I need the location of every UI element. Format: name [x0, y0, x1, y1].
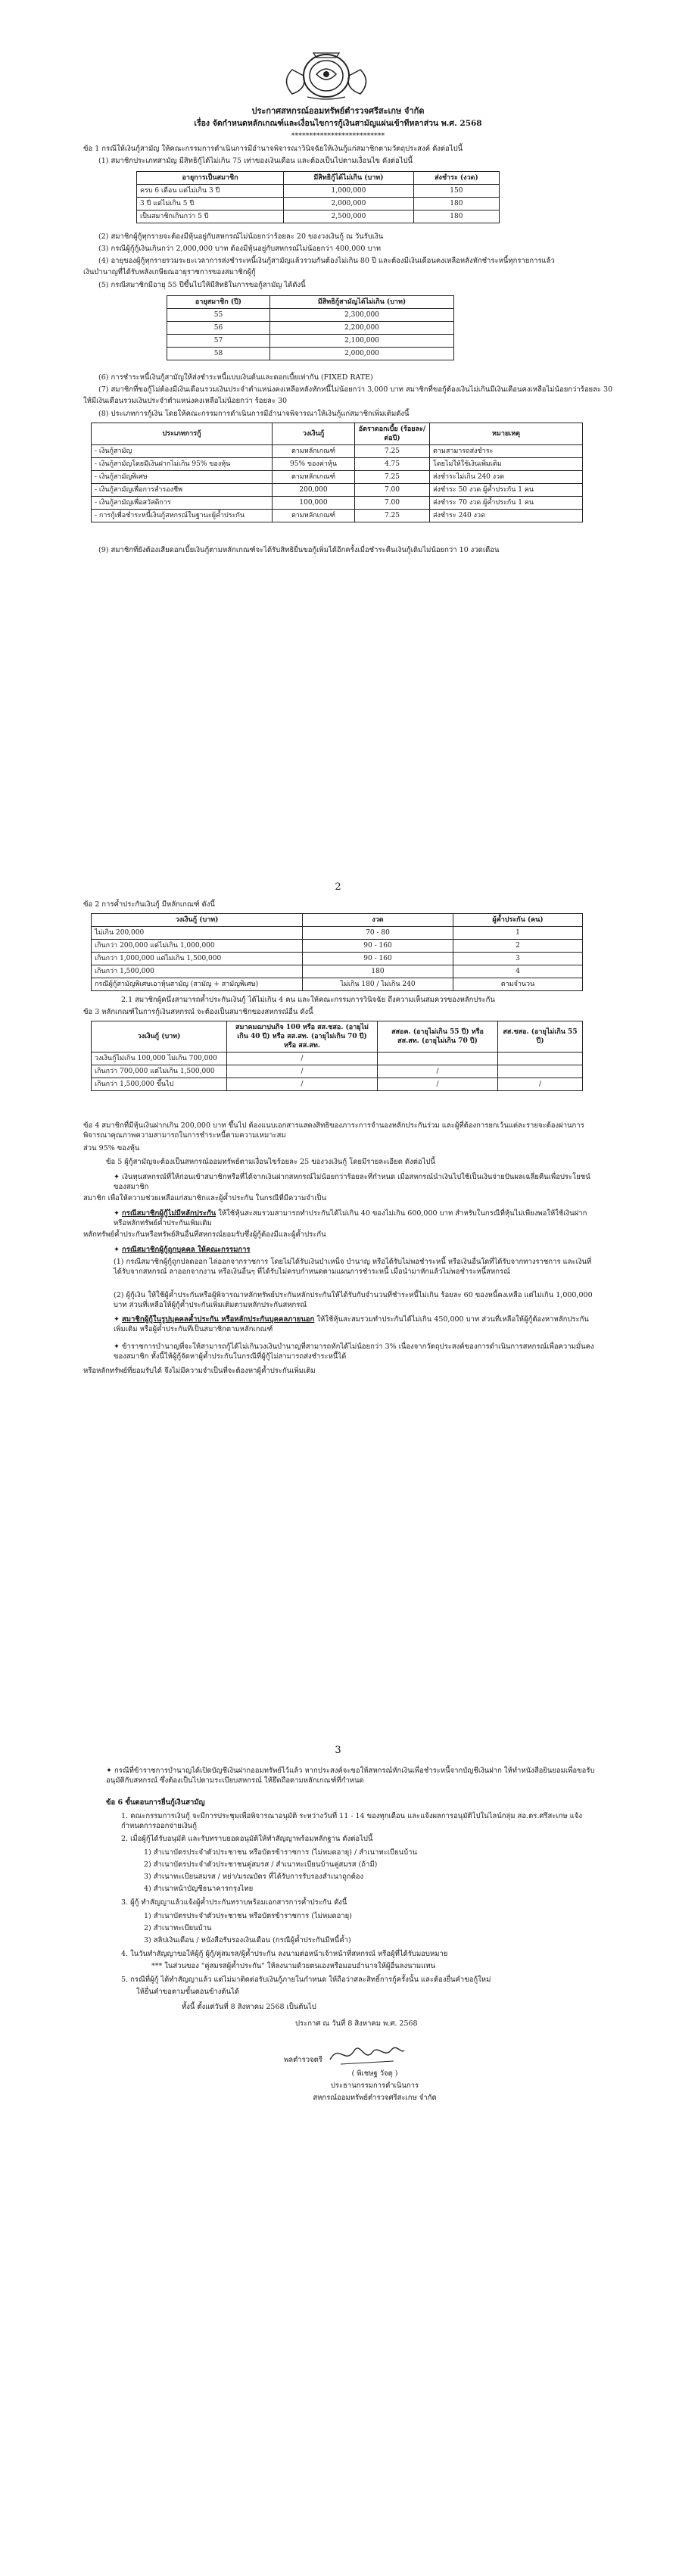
- table-cell: 2: [453, 940, 583, 953]
- table-cell: ส่งชำระ 70 งวด ผู้ค้ำประกัน 1 คน: [430, 497, 583, 510]
- table-cell: 55: [167, 309, 270, 322]
- bullet-2-text: ให้ใช้หุ้นสะสมรวมสามารถทำประกันได้ไม่เกิน 40 ของไม่เกิน 600,000 บาท สำหรับในกรณีที่หุ้นไม่เพียงพอให้ใช้เงินฝากหรือหลักทรัพย์ค้ำประกันเพิ่มเติม: [114, 1209, 587, 1227]
- clause-5-bullet-6: ✦ ข้าราชการบำนาญที่จะให้สามารถกู้ได้ไม่เกินวงเงินบำนาญที่สามารถหักได้ไม่น้อยกว่า 3% เนื่องจากวัตถุประสงค์ของการดำเนินการสหกรณ์เพื่อความมั่นคงของสมาชิก ทั้งนี้ให้ผู้กู้จัดหาผู้ค้ำประกันในกรณีที่ผู้กู้ไม่สามารถส่งชำระหนี้ได้: [114, 1343, 594, 1361]
- announcement-title: ประกาศสหกรณ์ออมทรัพย์ตำรวจศรีสะเกษ จำกัด: [251, 106, 425, 116]
- t3-header: ประเภทการกู้: [92, 423, 273, 445]
- table-cell: 180: [413, 198, 499, 211]
- step-2-item: 3) สำเนาทะเบียนสมรส / หย่า/มรณบัตร ที่ได้รับการรับรองสำเนาถูกต้อง: [144, 1873, 364, 1881]
- table-cell: เกินกว่า 1,000,000 แต่ไม่เกิน 1,500,000: [92, 953, 303, 965]
- table-cell: 1: [453, 927, 583, 940]
- table-cell: ส่งชำระ 240 งวด: [430, 510, 583, 522]
- table-row: [137, 185, 500, 198]
- table-cell: /: [227, 1053, 378, 1065]
- table-cell: ไม่เกิน 200,000: [92, 927, 303, 940]
- page-number: 3: [335, 1745, 341, 1756]
- clause-1-item-7: (7) สมาชิกที่ขอกู้ไม่ต้องมีเงินเดือนรวมเงินประจำตำแหน่งคงเหลือหลังหักหนี้ไม่น้อยกว่า 3,000 บาท สมาชิกที่ขอกู้ต้องเงินไม่เกินมีเงินเดือนคงเหลือไม่น้อยกว่าร้อยละ 30: [98, 385, 613, 394]
- bullet-5-text: ให้ใช้หุ้นสะสมรวมทำประกันได้ไม่เกิน 450,000 บาท ส่วนที่เหลือให้ผู้กู้ต้องหาหลักประกันเพิ่มเติม หรือผู้ค้ำประกันที่เป็นสมาชิกตามหลักเกณฑ์: [114, 1315, 589, 1333]
- cooperative-seal-logo: [277, 47, 375, 100]
- clause-1-item-8: (8) ประเภทการกู้เงิน โดยให้คณะกรรมการดำเนินการมีอำนาจพิจารณาให้เงินกู้แก่สมาชิกเพิ่มเติมดังนี้: [98, 410, 410, 418]
- table-row: [92, 510, 583, 522]
- table-cell: 150: [413, 185, 499, 198]
- table-cell: ส่งชำระไม่เกิน 240 งวด: [430, 471, 583, 484]
- clause-5-bullet-2-cont: หลักทรัพย์ค้ำประกันหรือทรัพย์สินอื่นที่สหกรณ์ยอมรับซึ่งผู้กู้ต้องมีและผู้ค้ำประกัน: [83, 1230, 326, 1239]
- table-cell: [498, 1065, 583, 1078]
- table-row: [92, 1065, 583, 1078]
- t4-header: ผู้ค้ำประกัน (คน): [453, 914, 583, 927]
- table-cell: ครบ 6 เดือน แต่ไม่เกิน 3 ปี: [137, 185, 284, 198]
- table-row: [167, 322, 454, 335]
- table-cell: เกินกว่า 200,000 แต่ไม่เกิน 1,000,000: [92, 940, 303, 953]
- step-3-item: 1) สำเนาบัตรประจำตัวประชาชน หรือบัตรข้าราชการ (ไม่หมดอายุ): [144, 1912, 352, 1920]
- bullet-5-title: สมาชิกผู้กู้ในรูปบุคคลค้ำประกัน หรือหลักประกันบุคคลภายนอก: [121, 1315, 315, 1324]
- handwritten-signature: [326, 2037, 409, 2070]
- bullet-2-title: กรณีสมาชิกผู้กู้ไม่มีหลักประกัน: [121, 1209, 217, 1218]
- clause-4: ข้อ 4 สมาชิกที่มีหุ้นเงินฝากเกิน 200,000 บาท ขึ้นไป ต้องแนบเอกสารแสดงสิทธิของภาระการจำนองหลักประกันร่วม และผู้ที่ต้องการยกเว้นแต่ละรายจะต้องผ่านการพิจารณาคุณภาพความสามารถในการชำระหนี้ตามความเหมาะสม: [83, 1121, 584, 1140]
- step-1: 1. คณะกรรมการเงินกู้ จะมีการประชุมเพื่อพิจารณาอนุมัติ ระหว่างวันที่ 11 - 14 ของทุกเดือน และแจ้งผลการอนุมัติไปในไลน์กลุ่ม สอ.ตร.ศรีสะเกษ แจ้งกำหนดการออกจ่ายเงินกู้: [121, 1812, 583, 1830]
- table-cell: 100,000: [273, 497, 355, 510]
- table-cell: กรณีผู้กู้สามัญพิเศษเอาหุ้นสามัญ (สามัญ + สามัญพิเศษ): [92, 978, 303, 991]
- signer-name: ( พิเชษฐ วัจตุ ): [351, 2069, 398, 2078]
- signer-organization: สหกรณ์ออมทรัพย์ตำรวจศรีสะเกษ จำกัด: [313, 2094, 437, 2102]
- step-4: 4. ในวันทำสัญญาขอให้ผู้กู้ ผู้กู้/คู่สมรส/ผู้ค้ำประกัน ลงนามต่อหน้าเจ้าหน้าที่สหกรณ์ หรือผู้ที่ได้รับมอบหมาย: [121, 1950, 448, 1958]
- table-row: [92, 458, 583, 471]
- table-row: [92, 484, 583, 497]
- clause-5-bullet-4-text: (2) ผู้กู้เงิน ให้ใช้ผู้ค้ำประกันหรือผู้พิจารณาหลักทรัพย์ประกันหลักประกันให้ได้รับกับจำนวนที่ชำระหนี้ไม่เกิน ร้อยละ 60 ของหนี้คงเหลือ แต่ไม่เกิน 1,000,000 บาท ส่วนที่เหลือให้ผู้กู้ค้ำประกันเพิ่มเติมตามหลักประกันสหกรณ์: [114, 1291, 593, 1309]
- table-row: [92, 1078, 583, 1091]
- table-row: [92, 445, 583, 458]
- document-page-1: [0, 0, 676, 856]
- table-cell: 3: [453, 953, 583, 965]
- announcement-date: ประกาศ ณ วันที่ 8 สิงหาคม พ.ศ. 2568: [295, 2019, 418, 2028]
- signer-title: ประธานกรรมการดำเนินการ: [330, 2082, 419, 2090]
- table-row: [137, 211, 500, 223]
- table-cell: ตามสามารถส่งชำระ: [430, 445, 583, 458]
- table-cell: 200,000: [273, 484, 355, 497]
- step-5-cont: ให้ยื่นคำขอตามขั้นตอนข้างต้นได้: [136, 1988, 240, 1996]
- table-cell: /: [498, 1078, 583, 1091]
- table-row: [92, 953, 583, 965]
- clause-1-item-9: (9) สมาชิกที่ยังต้องเสียดอกเบี้ยเงินกู้ตามหลักเกณฑ์จะได้รับสิทธิยื่นขอกู้เพิ่มได้อีกครั้งเมื่อชำระคืนเงินกู้เดิมไม่น้อยกว่า 10 งวดเดือน: [98, 546, 500, 554]
- table-cell: 2,500,000: [284, 211, 414, 223]
- step-3-item: 3) สลิปเงินเดือน / หนังสือรับรองเงินเดือน (กรณีผู้ค้ำประกันมีหนี้ค้ำ): [144, 1936, 351, 1944]
- t3-header: อัตราดอกเบี้ย (ร้อยละ/ต่อปี): [355, 423, 430, 445]
- step-2-item: 2) สำเนาบัตรประจำตัวประชาชนคู่สมรส / สำเนาทะเบียนบ้านคู่สมรส (ถ้ามี): [144, 1860, 378, 1869]
- table-row: [92, 940, 583, 953]
- table-cell: โดยไม่ให้ใช้เงินเพิ่มเติม: [430, 458, 583, 471]
- table-cell: เกินกว่า 1,500,000: [92, 965, 303, 978]
- clause-5-bullet-5: ✦ สมาชิกผู้กู้ในรูปบุคคลค้ำประกัน หรือหลักประกันบุคคลภายนอก ให้ใช้หุ้นสะสมรวมทำประกันได้ไม่เกิน 450,000 บาท ส่วนที่เหลือให้ผู้กู้ต้องหาหลักประกันเพิ่มเติม หรือผู้ค้ำประกันที่เป็นสมาชิกตามหลักเกณฑ์: [114, 1315, 589, 1333]
- table-cell: /: [378, 1078, 498, 1091]
- table-cell: วงเงินกู้ไม่เกิน 100,000 ไม่เกิน 700,000: [92, 1053, 227, 1065]
- step-2-item: 4) สำเนาหน้าบัญชีธนาคารกรุงไทย: [144, 1885, 254, 1893]
- table-cell: 2,000,000: [270, 348, 454, 360]
- table-cell: ตามหลักเกณฑ์: [273, 510, 355, 522]
- bullet-1-text: เงินทุนสหกรณ์ที่ให้ก่อนเข้าสมาชิกหรือที่ได้จากเงินฝากสหกรณ์ไม่น้อยกว่าร้อยละที่กำหนด เมื่อสหกรณ์นำเงินไปใช้เป็นเงินจ่ายปันผลเฉลี่ยคืนเพื่อประโยชน์ของสมาชิก: [114, 1173, 590, 1191]
- table-cell: 90 - 160: [303, 953, 453, 965]
- table-row: [167, 309, 454, 322]
- bullet-7-text: กรณีที่ข้าราชการบำนาญได้เปิดบัญชีเงินฝากออมทรัพย์ไว้แล้ว หากประสงค์จะขอให้สหกรณ์หักเงินเพื่อชำระหนี้จากบัญชีเงินฝาก ให้ทำหนังสือยินยอมเพื่อขอรับอนุมัติกับสหกรณ์ ซึ่งต้องเป็นไปตามระเบียบสหกรณ์ ให้ยึดถือตามหลักเกณฑ์ที่กำหนด: [106, 1767, 595, 1785]
- bullet-6-text: ข้าราชการบำนาญที่จะให้สามารถกู้ได้ไม่เกินวงเงินบำนาญที่สามารถหักได้ไม่น้อยกว่า 3% เนื่องจากวัตถุประสงค์ของการดำเนินการสหกรณ์เพื่อความมั่นคงของสมาชิก ทั้งนี้ให้ผู้กู้จัดหาผู้ค้ำประกันในกรณีที่ผู้กู้ไม่สามารถส่งชำระหนี้ได้: [114, 1343, 594, 1361]
- table-cell: - เงินกู้สามัญโดยมีเงินฝากไม่เกิน 95% ของหุ้น: [92, 458, 273, 471]
- table-cell: 56: [167, 322, 270, 335]
- table-cell: 7.00: [355, 484, 430, 497]
- table-cell: - เงินกู้สามัญเพื่อการสำรองชีพ: [92, 484, 273, 497]
- step-3: 3. ผู้กู้ ทำสัญญาแล้วแจ้งผู้ค้ำประกันทราบพร้อมเอกสารการค้ำประกัน ดังนี้: [121, 1898, 347, 1907]
- t5-header: สสอค. (อายุไม่เกิน 55 ปี) หรือ สส.สท. (อายุไม่เกิน 70 ปี): [378, 1021, 498, 1053]
- table-row: [92, 965, 583, 978]
- t1-header: มีสิทธิกู้ได้ไม่เกิน (บาท): [284, 172, 414, 185]
- clause-3: ข้อ 3 หลักเกณฑ์ในการกู้เงินสหกรณ์ จะต้องเป็นสมาชิกของสหกรณ์อื่น ดังนี้: [83, 1008, 313, 1016]
- membership-table: [91, 1021, 583, 1091]
- clause-1-item-1: (1) สมาชิกประเภทสามัญ มีสิทธิกู้ได้ไม่เกิน 75 เท่าของเงินเดือน และต้องเป็นไปตามเงื่อนไข ดังต่อไปนี้: [98, 157, 413, 165]
- table-cell: 3 ปี แต่ไม่เกิน 5 ปี: [137, 198, 284, 211]
- announcement-subject: เรื่อง จัดกำหนดหลักเกณฑ์และเงื่อนไขการกู้เงินสามัญแผ่นเข้าทีหลาส่วน พ.ศ. 2568: [194, 119, 482, 128]
- clause-1-item-7-cont: ให้มีเงินเดือนรวมเงินประจำตำแหน่งคงเหลือไม่น้อยกว่า ร้อยละ 30: [83, 397, 288, 405]
- clause-1-item-3: (3) กรณีผู้กู้กู้เงินเกินกว่า 2,000,000 บาท ต้องมีหุ้นอยู่กับสหกรณ์ไม่น้อยกว่า 400,000 บาท: [98, 245, 382, 253]
- table-cell: [498, 1053, 583, 1065]
- clause-2-1: 2.1 สมาชิกผู้คนึ่งสามารถค้ำประกันเงินกู้ ได้ไม่เกิน 4 คน และให้คณะกรรมการวินิจฉัย ถึงความเห็นสมควรของหลักประกัน: [121, 996, 495, 1004]
- effective-date: ทั้งนี้ ตั้งแต่วันที่ 8 สิงหาคม 2568 เป็นต้นไป: [182, 2003, 316, 2011]
- table-row: [92, 471, 583, 484]
- clause-1-item-6: (6) การชำระหนี้เงินกู้สามัญให้ส่งชำระหนี้แบบเงินต้นและดอกเบี้ยเท่ากัน (FIXED RATE): [98, 373, 373, 382]
- t5-header: วงเงินกู้ (บาท): [92, 1021, 227, 1053]
- table-cell: 58: [167, 348, 270, 360]
- t1-header: อายุการเป็นสมาชิก: [137, 172, 284, 185]
- clause-4-cont: ส่วน 95% ของหุ้น: [83, 1144, 140, 1152]
- document-page-3: [0, 1719, 676, 2576]
- separator-stars: **************************: [291, 132, 385, 140]
- t2-header: อายุสมาชิก (ปี): [167, 296, 270, 309]
- step-2: 2. เมื่อผู้กู้ได้รับอนุมัติ และรับทราบยอดอนุมัติให้ทำสัญญาพร้อมหลักฐาน ดังต่อไปนี้: [121, 1835, 373, 1843]
- step-5: 5. กรณีที่ผู้กู้ ได้ทำสัญญาแล้ว แต่ไม่มาติดต่อรับเงินกู้ภายในกำหนด ให้ถือว่าสละสิทธิ์การกู้ครั้งนั้น และต้องยื่นคำขอกู้ใหม่: [121, 1976, 491, 1984]
- table-row: [137, 198, 500, 211]
- table-cell: [378, 1053, 498, 1065]
- table-cell: 2,100,000: [270, 335, 454, 348]
- guarantor-table: [91, 913, 583, 991]
- t3-header: หมายเหตุ: [430, 423, 583, 445]
- clause-2: ข้อ 2 การค้ำประกันเงินกู้ มีหลักเกณฑ์ ดังนี้: [83, 900, 215, 909]
- table-cell: /: [378, 1065, 498, 1078]
- table-row: [167, 335, 454, 348]
- table-cell: 180: [303, 965, 453, 978]
- table-cell: - เงินกู้สามัญพิเศษ: [92, 471, 273, 484]
- table-cell: ส่งชำระ 50 งวด ผู้ค้ำประกัน 1 คน: [430, 484, 583, 497]
- clause-5-bullet-7: ✦ กรณีที่ข้าราชการบำนาญได้เปิดบัญชีเงินฝากออมทรัพย์ไว้แล้ว หากประสงค์จะขอให้สหกรณ์หักเงินเพื่อชำระหนี้จากบัญชีเงินฝาก ให้ทำหนังสือยินยอมเพื่อขอรับอนุมัติกับสหกรณ์ ซึ่งต้องเป็นไปตามระเบียบสหกรณ์ ให้ยึดถือตามหลักเกณฑ์ที่กำหนด: [106, 1767, 595, 1785]
- table-cell: 90 - 160: [303, 940, 453, 953]
- t4-header: งวด: [303, 914, 453, 927]
- table-cell: 70 - 80: [303, 927, 453, 940]
- table-cell: 2,300,000: [270, 309, 454, 322]
- table-cell: 1,000,000: [284, 185, 414, 198]
- step-4-note: *** ในส่วนของ "คู่สมรสผู้ค้ำประกัน" ให้ลงนามด้วยตนเองหรือมอบอำนาจให้ผู้อื่นลงนามแทน: [151, 1962, 436, 1970]
- step-2-item: 1) สำเนาบัตรประจำตัวประชาชน หรือบัตรข้าราชการ (ไม่หมดอายุ) / สำเนาทะเบียนบ้าน: [144, 1848, 417, 1857]
- age-limit-table: [167, 295, 454, 360]
- clause-5: ข้อ 5 ผู้กู้สามัญจะต้องเป็นสหกรณ์ออมทรัพย์ตามเงื่อนไขร้อยละ 25 ของวงเงินกู้ โดยมีรายละเอียด ดังต่อไปนี้: [106, 1158, 435, 1166]
- t5-header: สส.ชสอ. (อายุไม่เกิน 55 ปี): [498, 1021, 583, 1053]
- table-cell: 57: [167, 335, 270, 348]
- clause-5-bullet-2: ✦ กรณีสมาชิกผู้กู้ไม่มีหลักประกัน ให้ใช้หุ้นสะสมรวมสามารถทำประกันได้ไม่เกิน 40 ของไม่เกิน 600,000 บาท สำหรับในกรณีที่หุ้นไม่เพียงพอให้ใช้เงินฝากหรือหลักทรัพย์ค้ำประกันเพิ่มเติม: [114, 1209, 587, 1227]
- table-cell: 95% ของค่าหุ้น: [273, 458, 355, 471]
- loan-term-table: [136, 171, 500, 223]
- table-cell: 180: [413, 211, 499, 223]
- table-cell: 7.25: [355, 510, 430, 522]
- page-number: 2: [335, 881, 341, 893]
- table-cell: เป็นสมาชิกเกินกว่า 5 ปี: [137, 211, 284, 223]
- table-cell: ไม่เกิน 180 / ไม่เกิน 240: [303, 978, 453, 991]
- clause-5-bullet-3: ✦ กรณีสมาชิกผู้กู้ถูกบุคคล ให้คณะกรรมการ: [114, 1246, 251, 1254]
- table-cell: /: [227, 1065, 378, 1078]
- table-cell: 7.00: [355, 497, 430, 510]
- document-page-2: [0, 856, 676, 1719]
- t3-header: วงเงินกู้: [273, 423, 355, 445]
- clause-6: ข้อ 6 ขั้นตอนการยื่นกู้เงินสามัญ: [106, 1798, 205, 1807]
- clause-1-item-4: (4) อายุของผู้กู้ทุกรายรวมระยะเวลาการส่งชำระหนี้เงินกู้สามัญแล้วรวมกันต้องไม่เกิน 80 ปี และต้องมีเงินเดือนคงเหลือหลังหักชำระหนี้ทุกรายการแล้ว: [98, 257, 555, 265]
- table-cell: 4.75: [355, 458, 430, 471]
- table-cell: เกินกว่า 1,500,000 ขึ้นไป: [92, 1078, 227, 1091]
- table-cell: 7.25: [355, 471, 430, 484]
- table-cell: - การกู้เพื่อชำระหนี้เงินกู้สหกรณ์ในฐานะผู้ค้ำประกัน: [92, 510, 273, 522]
- table-row: [92, 927, 583, 940]
- table-row: [92, 1053, 583, 1065]
- table-cell: ตามจำนวน: [453, 978, 583, 991]
- t2-header: มีสิทธิกู้สามัญได้ไม่เกิน (บาท): [270, 296, 454, 309]
- clause-1-item-5: (5) กรณีสมาชิกมีอายุ 55 ปีขึ้นไปให้มีสิทธิในการขอกู้สามัญ ได้ดังนี้: [98, 281, 306, 289]
- table-cell: เกินกว่า 700,000 แต่ไม่เกิน 1,500,000: [92, 1065, 227, 1078]
- t4-header: วงเงินกู้ (บาท): [92, 914, 303, 927]
- signer-rank: พลตำรวจตรี: [284, 2056, 322, 2064]
- table-row: [92, 978, 583, 991]
- table-cell: 4: [453, 965, 583, 978]
- bullet-3-title: กรณีสมาชิกผู้กู้ถูกบุคคล ให้คณะกรรมการ: [121, 1246, 251, 1254]
- loan-type-table: [91, 423, 583, 522]
- clause-1: ข้อ 1 กรณีให้เงินกู้สามัญ ให้คณะกรรมการดำเนินการมีอำนาจพิจารณาวินิจฉัยให้เงินกู้แก่สมาชิกตามวัตถุประสงค์ ดังต่อไปนี้: [83, 145, 463, 153]
- clause-1-item-4-cont: เงินบำนาญที่ได้รับหลังเกษียณอายุราชการของสมาชิกผู้กู้: [83, 268, 256, 276]
- t1-header: ส่งชำระ (งวด): [413, 172, 499, 185]
- table-cell: 2,200,000: [270, 322, 454, 335]
- clause-5-bullet-3-text: (1) กรณีสมาชิกผู้กู้ถูกปลดออก ไล่ออกจากราชการ โดยไม่ได้รับเงินบำเหน็จ บำนาญ หรือได้รับไม่พอชำระหนี้ หรือเงินอื่นใดที่ได้รับจากทางราชการ และเงินที่ได้รับจากสหกรณ์ ลาออกจากงาน หรือเงินอื่นๆ ที่ได้รับไม่ครบกำหนดตามแผนการชำระหนี้ เมื่อนำมาหักแล้วไม่พอชำระหนี้สหกรณ์: [114, 1258, 592, 1276]
- table-cell: ตามหลักเกณฑ์: [273, 471, 355, 484]
- clause-5-bullet-6-cont: หรือหลักทรัพย์ที่ยอมรับได้ จึงไม่มีความจำเป็นที่จะต้องหาผู้ค้ำประกันเพิ่มเติม: [83, 1367, 316, 1375]
- table-cell: - เงินกู้สามัญเพื่อสวัสดิการ: [92, 497, 273, 510]
- table-cell: ตามหลักเกณฑ์: [273, 445, 355, 458]
- clause-1-item-2: (2) สมาชิกผู้กู้ทุกรายจะต้องมีหุ้นอยู่กับสหกรณ์ไม่น้อยกว่าร้อยละ 20 ของวงเงินกู้ ณ วันรับเงิน: [98, 232, 384, 241]
- clause-5-bullet-1-cont: สมาชิก เพื่อให้ความช่วยเหลือแก่สมาชิกและผู้ค้ำประกัน ในกรณีที่มีความจำเป็น: [83, 1194, 326, 1202]
- table-row: [92, 497, 583, 510]
- clause-5-bullet-1: ✦ เงินทุนสหกรณ์ที่ให้ก่อนเข้าสมาชิกหรือที่ได้จากเงินฝากสหกรณ์ไม่น้อยกว่าร้อยละที่กำหนด เมื่อสหกรณ์นำเงินไปใช้เป็นเงินจ่ายปันผลเฉลี่ยคืนเพื่อประโยชน์ของสมาชิก: [114, 1173, 590, 1191]
- step-3-item: 2) สำเนาทะเบียนบ้าน: [144, 1924, 212, 1932]
- table-row: [167, 348, 454, 360]
- table-cell: - เงินกู้สามัญ: [92, 445, 273, 458]
- t5-header: สมาคมฌาปนกิจ 100 หรือ สส.ชสอ. (อายุไม่เกิน 40 ปี) หรือ สส.สท. (อายุไม่เกิน 70 ปี) หรือ สส.สท.: [227, 1021, 378, 1053]
- table-cell: /: [227, 1078, 378, 1091]
- table-cell: 7.25: [355, 445, 430, 458]
- table-cell: 2,000,000: [284, 198, 414, 211]
